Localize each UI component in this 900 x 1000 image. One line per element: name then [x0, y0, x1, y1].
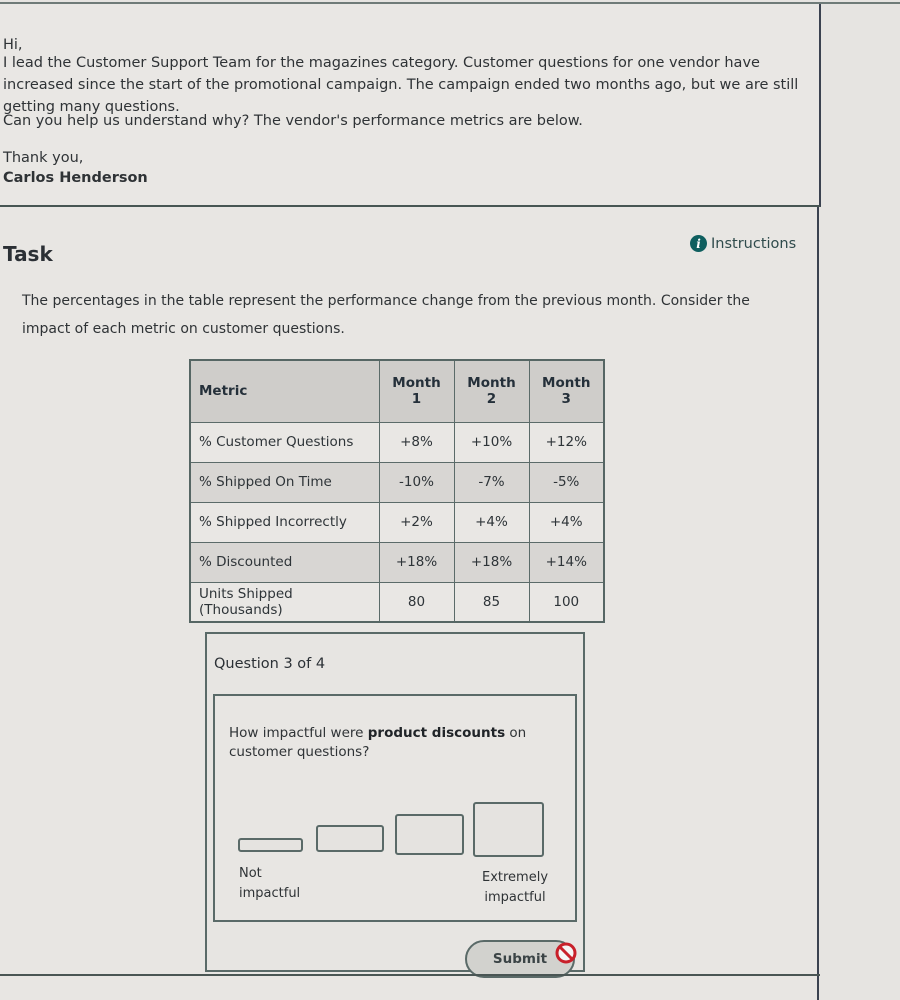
- question-text-suffix: on customer questions?: [229, 725, 527, 760]
- instructions-label: Instructions: [711, 235, 797, 252]
- header-month-1: Month 1: [379, 360, 454, 422]
- month-2-value: 85: [454, 582, 529, 622]
- submit-button[interactable]: Submit: [465, 940, 575, 978]
- table-row: [190, 542, 604, 582]
- question-counter: Question 3 of 4: [214, 656, 326, 672]
- message-greeting: Hi,: [3, 37, 23, 53]
- table-header-row: [190, 360, 604, 422]
- email-message: [0, 4, 821, 207]
- scale-label-high-text: Extremely impactful: [481, 870, 549, 905]
- metric-name: % Shipped On Time: [190, 462, 379, 502]
- month-1-value: 80: [379, 582, 454, 622]
- month-2-value: +4%: [454, 502, 529, 542]
- month-1-value: +8%: [379, 422, 454, 462]
- month-1-value: +2%: [379, 502, 454, 542]
- scale-option-3[interactable]: [395, 814, 464, 855]
- month-1-value: +18%: [379, 542, 454, 582]
- message-signature: Carlos Henderson: [3, 170, 148, 186]
- info-icon: i: [690, 235, 707, 252]
- table-row: [190, 462, 604, 502]
- metric-name: % Shipped Incorrectly: [190, 502, 379, 542]
- instructions-link[interactable]: [690, 235, 796, 252]
- month-1-value: -10%: [379, 462, 454, 502]
- message-closing: Thank you,: [3, 150, 84, 166]
- header-month-3: Month 3: [529, 360, 604, 422]
- task-description: The percentages in the table represent the performance change from the previous month. Consider the impact of each metric on customer questions.: [22, 293, 750, 337]
- metric-name: % Discounted: [190, 542, 379, 582]
- question-emphasis: product discounts: [367, 725, 506, 741]
- scale-label-low: [239, 864, 309, 904]
- table-row: [190, 502, 604, 542]
- task-title: Task: [3, 242, 53, 266]
- question-card: [205, 632, 585, 972]
- month-2-value: +18%: [454, 542, 529, 582]
- message-body: I lead the Customer Support Team for the magazines category. Customer questions for one vendor have increased since the start of the promotional campaign. The campaign ended two months ago, but we are still getting many questions.: [3, 55, 799, 115]
- metric-name: Units Shipped (Thousands): [190, 582, 379, 622]
- month-2-value: -7%: [454, 462, 529, 502]
- month-2-value: +10%: [454, 422, 529, 462]
- scale-option-4[interactable]: [473, 802, 544, 857]
- header-month-2: Month 2: [454, 360, 529, 422]
- message-request: Can you help us understand why? The vendor's performance metrics are below.: [3, 113, 583, 129]
- month-3-value: 100: [529, 582, 604, 622]
- scale-label-low-text: Not impactful: [239, 866, 301, 901]
- scale-label-high: [480, 868, 550, 908]
- header-metric: Metric: [190, 360, 379, 422]
- question-text: [229, 724, 569, 762]
- bottom-divider: [0, 974, 820, 976]
- not-allowed-icon: [555, 942, 577, 964]
- month-3-value: +14%: [529, 542, 604, 582]
- scale-option-1[interactable]: [238, 838, 303, 852]
- metrics-table: [189, 359, 605, 623]
- month-3-value: -5%: [529, 462, 604, 502]
- question-text-prefix: How impactful were: [229, 725, 368, 741]
- table-row: [190, 422, 604, 462]
- month-3-value: +12%: [529, 422, 604, 462]
- table-row: [190, 582, 604, 622]
- metric-name: % Customer Questions: [190, 422, 379, 462]
- month-3-value: +4%: [529, 502, 604, 542]
- scale-option-2[interactable]: [316, 825, 384, 852]
- task-panel: [0, 207, 819, 1000]
- question-box: [213, 694, 577, 922]
